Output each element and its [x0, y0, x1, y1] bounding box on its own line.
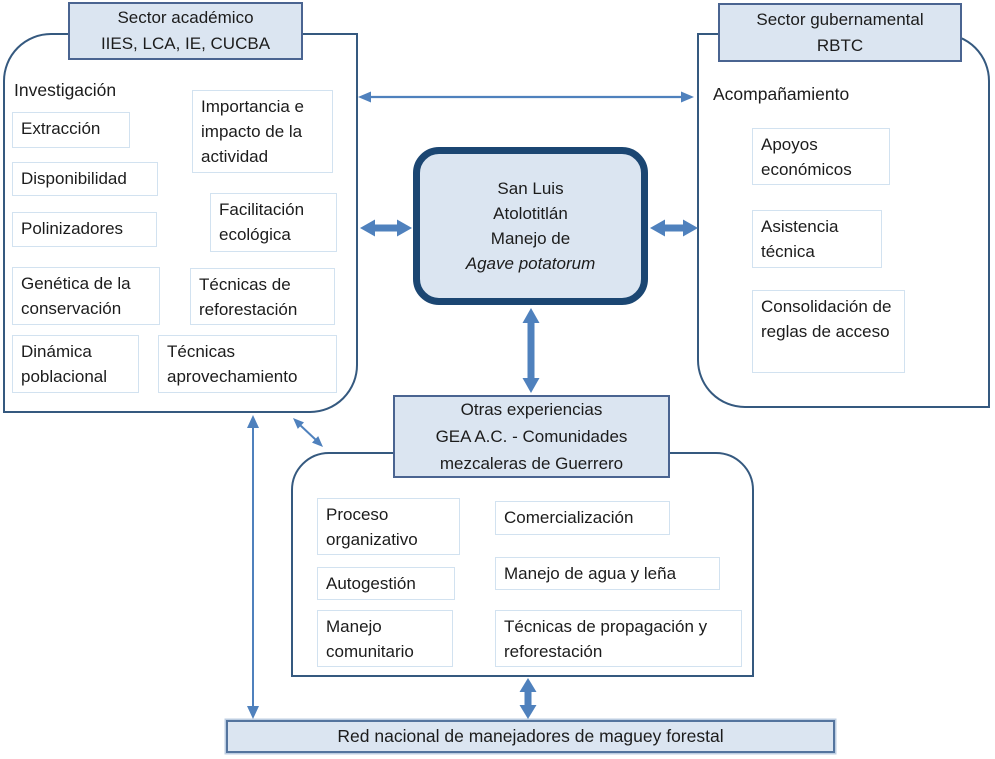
academic-item-extraccion: Extracción	[12, 112, 130, 148]
governmental-header-line2: RBTC	[816, 35, 864, 55]
arrow-academic-center-icon	[360, 220, 412, 237]
arrow-academic-network-icon	[247, 415, 259, 719]
academic-sector-header	[68, 2, 303, 60]
other-header-line3: mezcaleras de Guerrero	[439, 454, 624, 473]
other-item-comercializacion: Comercialización	[495, 501, 670, 535]
other-item-manejo-comunitario: Manejo comunitario	[317, 610, 453, 667]
arrow-academic-other-icon	[293, 418, 323, 447]
governmental-item-asistencia: Asistencia técnica	[752, 210, 882, 268]
academic-item-disponibilidad: Disponibilidad	[12, 162, 158, 196]
governmental-sector-header	[718, 3, 962, 62]
other-experiences-header	[393, 395, 670, 478]
other-item-autogestion: Autogestión	[317, 567, 455, 600]
arrow-center-governmental-icon	[650, 220, 698, 237]
academic-section-label: Investigación	[14, 80, 117, 100]
governmental-item-consolidacion: Consolidación de reglas de acceso	[752, 290, 905, 373]
academic-item-reforestacion: Técnicas de reforestación	[190, 268, 335, 325]
other-item-agua-lena: Manejo de agua y leña	[495, 557, 720, 590]
academic-header-line2: IIES, LCA, IE, CUCBA	[100, 34, 271, 53]
academic-header-line1: Sector académico	[117, 8, 254, 27]
other-header-line2: GEA A.C. - Comunidades	[435, 427, 628, 446]
governmental-header-line1: Sector gubernamental	[756, 9, 924, 29]
governmental-item-apoyos: Apoyos económicos	[752, 128, 890, 185]
central-node-line3: Manejo de	[490, 229, 571, 248]
central-node-line2: Atolotitlán	[493, 204, 568, 223]
national-network-label: Red nacional de manejadores de maguey forestal	[337, 726, 724, 746]
academic-item-aprovechamiento: Técnicas aprovechamiento	[158, 335, 337, 393]
academic-item-facilitacion: Facilitación ecológica	[210, 193, 337, 252]
academic-item-dinamica: Dinámica poblacional	[12, 335, 139, 393]
other-item-propagacion: Técnicas de propagación y reforestación	[495, 610, 742, 667]
central-node-line1: San Luis	[497, 179, 564, 198]
other-item-proceso: Proceso organizativo	[317, 498, 460, 555]
arrow-academic-governmental-icon	[358, 92, 694, 103]
academic-item-importancia: Importancia e impacto de la actividad	[192, 90, 333, 173]
central-node-species: Agave potatorum	[465, 254, 596, 273]
academic-item-genetica: Genética de la conservación	[12, 267, 160, 325]
academic-item-polinizadores: Polinizadores	[12, 212, 157, 247]
national-network-bar	[226, 720, 835, 753]
arrow-other-network-icon	[520, 678, 537, 719]
governmental-section-label: Acompañamiento	[713, 84, 850, 104]
central-node-san-luis	[413, 147, 648, 305]
other-header-line1: Otras experiencias	[460, 400, 603, 419]
arrow-center-other-icon	[523, 308, 540, 393]
